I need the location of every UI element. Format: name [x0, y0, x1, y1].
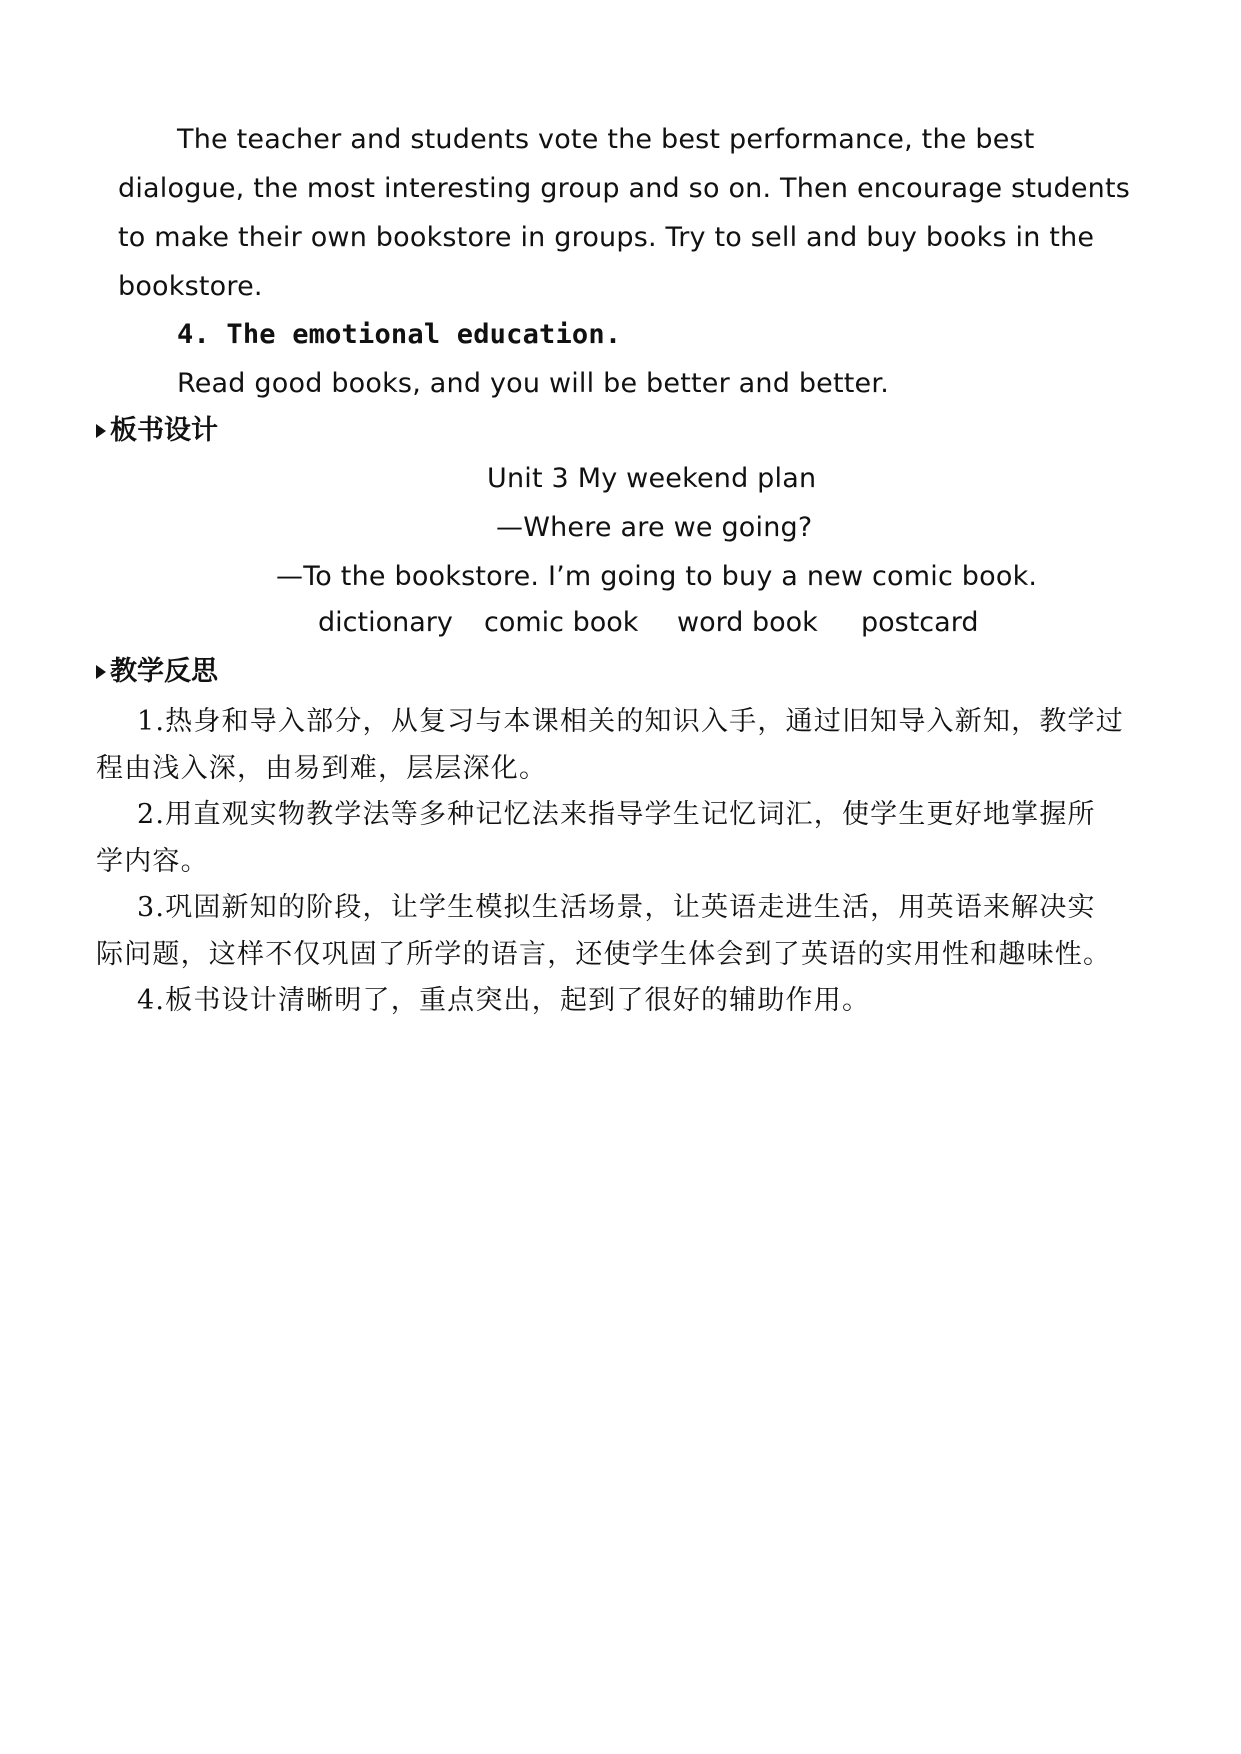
board-title: Unit 3 My weekend plan: [487, 463, 817, 494]
emotional-heading: 4. The emotional education.: [177, 319, 622, 350]
emotional-text: Read good books, and you will be better and better.: [177, 368, 889, 399]
reflection-line-2: 程由浅入深，由易到难，层层深化。: [96, 753, 548, 784]
board-answer: —To the bookstore. I’m going to buy a new comic book.: [276, 561, 1038, 592]
activity-line-3: to make their own bookstore in groups. Try to sell and buy books in the: [118, 222, 1095, 253]
reflection-line-1: 1.热身和导入部分，从复习与本课相关的知识入手，通过旧知导入新知，教学过: [137, 706, 1124, 737]
board-word-dictionary: dictionary: [318, 607, 453, 638]
board-word-postcard: postcard: [861, 607, 979, 638]
activity-line-1: The teacher and students vote the best performance, the best: [177, 124, 1035, 155]
reflection-line-7: 4.板书设计清晰明了，重点突出，起到了很好的辅助作用。: [137, 985, 871, 1016]
reflection-line-4: 学内容。: [96, 846, 209, 877]
board-word-word-book: word book: [677, 607, 818, 638]
board-question: —Where are we going?: [496, 512, 813, 543]
reflection-line-3: 2.用直观实物教学法等多种记忆法来指导学生记忆词汇，使学生更好地掌握所: [137, 799, 1096, 830]
board-design-heading: [96, 414, 218, 448]
triangle-bullet-icon: [96, 424, 106, 438]
reflection-heading: [96, 655, 218, 689]
activity-line-2: dialogue, the most interesting group and so on. Then encourage students: [118, 173, 1131, 204]
board-design-heading-text: 板书设计: [110, 415, 218, 446]
board-word-comic-book: comic book: [484, 607, 639, 638]
reflection-line-5: 3.巩固新知的阶段，让学生模拟生活场景，让英语走进生活，用英语来解决实: [137, 892, 1096, 923]
board-vocabulary: [318, 606, 978, 640]
triangle-bullet-icon: [96, 665, 106, 679]
activity-line-4: bookstore.: [118, 271, 263, 302]
reflection-heading-text: 教学反思: [110, 656, 218, 687]
reflection-line-6: 际问题，这样不仅巩固了所学的语言，还使学生体会到了英语的实用性和趣味性。: [96, 939, 1112, 970]
